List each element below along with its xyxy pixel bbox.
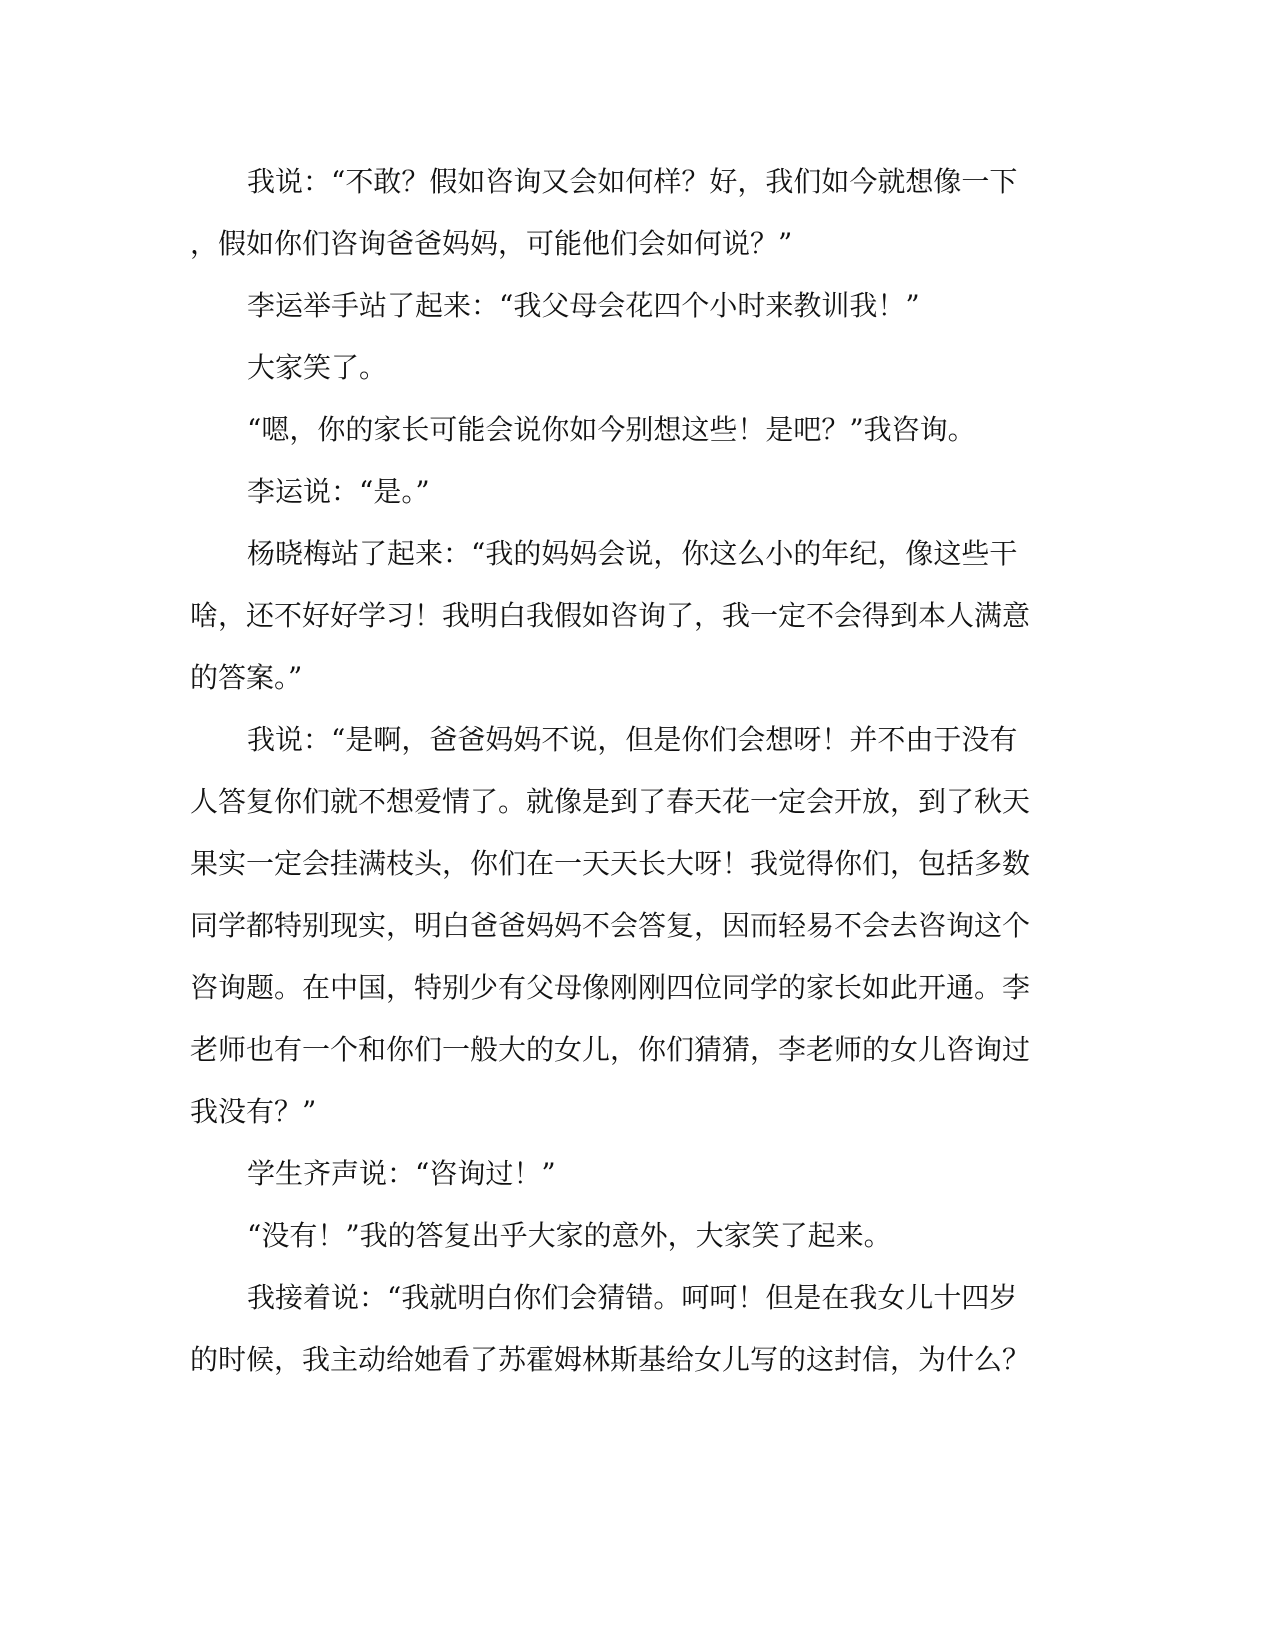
text-line: “没有！”我的答复出乎大家的意外，大家笑了起来。 xyxy=(247,1219,892,1252)
text-line: 人答复你们就不想爱情了。就像是到了春天花一定会开放，到了秋天 xyxy=(190,785,1031,818)
text-line: 咨询题。在中国，特别少有父母像刚刚四位同学的家长如此开通。李 xyxy=(190,971,1031,1004)
text-line: 李运举手站了起来：“我父母会花四个小时来教训我！” xyxy=(247,289,920,322)
text-line: ，假如你们咨询爸爸妈妈，可能他们会如何说？” xyxy=(190,227,793,260)
text-line: 我没有？” xyxy=(190,1095,317,1128)
text-line: 的时候，我主动给她看了苏霍姆林斯基给女儿写的这封信，为什么？ xyxy=(190,1343,1031,1376)
text-line: 我接着说：“我就明白你们会猜错。呵呵！但是在我女儿十四岁 xyxy=(247,1281,1018,1314)
text-line: 的答案。” xyxy=(190,661,303,694)
text-line: 大家笑了。 xyxy=(247,351,388,384)
text-line: 同学都特别现实，明白爸爸妈妈不会答复，因而轻易不会去咨询这个 xyxy=(190,909,1031,942)
text-line: “嗯，你的家长可能会说你如今别想这些！是吧？”我咨询。 xyxy=(247,413,976,446)
text-line: 杨晓梅站了起来：“我的妈妈会说，你这么小的年纪，像这些干 xyxy=(247,537,1018,570)
text-line: 我说：“是啊，爸爸妈妈不说，但是你们会想呀！并不由于没有 xyxy=(247,723,1018,756)
text-line: 学生齐声说：“咨询过！” xyxy=(247,1157,556,1190)
text-line: 我说：“不敢？假如咨询又会如何样？好，我们如今就想像一下 xyxy=(247,165,1018,198)
text-line: 果实一定会挂满枝头，你们在一天天长大呀！我觉得你们，包括多数 xyxy=(190,847,1031,880)
text-line: 老师也有一个和你们一般大的女儿，你们猜猜，李老师的女儿咨询过 xyxy=(190,1033,1031,1066)
text-line: 李运说：“是。” xyxy=(247,475,430,508)
text-line: 啥，还不好好学习！我明白我假如咨询了，我一定不会得到本人满意 xyxy=(190,599,1031,632)
